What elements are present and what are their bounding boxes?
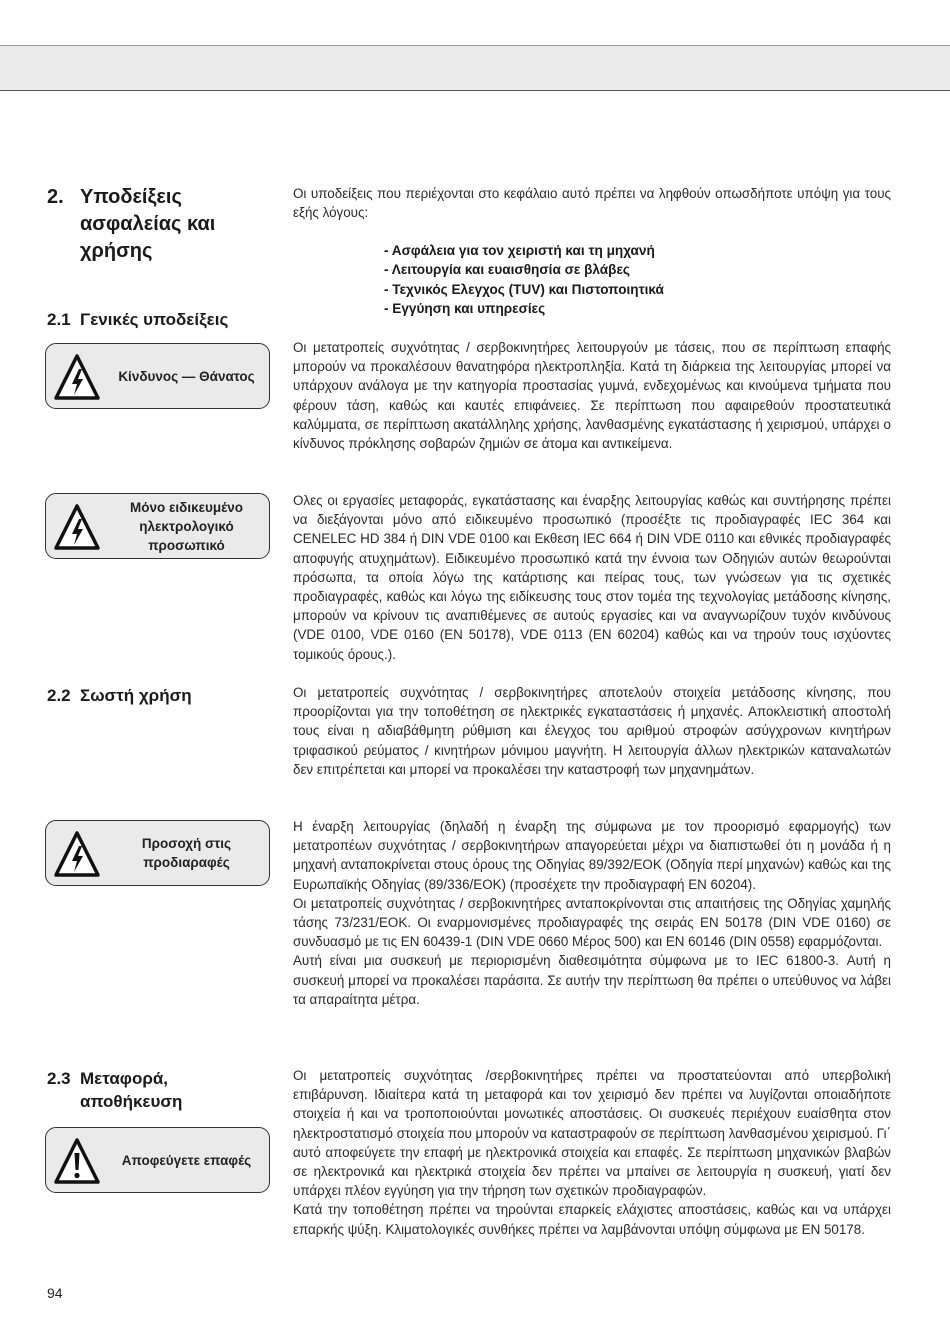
section-title: Μεταφορά, αποθήκευση [80, 1069, 183, 1111]
list-item: - Λειτουργία και ευαισθησία σε βλάβες [384, 262, 630, 278]
transport-paragraph [293, 1066, 891, 1239]
section-heading-2 [47, 184, 280, 265]
paragraph-text: Κατά την τοποθέτηση πρέπει να τηρούνται επαρκείς ελάχιστες αποστάσεις, καθώς και να υπάρχει επαρκής ψύξη. Κλιματολογικές συνθήκες πρέπει να λαμβάνονται υπόψη σύμφωνα με EN 50178. [293, 1202, 891, 1237]
section-number: 2. [47, 186, 64, 208]
warning-box-danger [45, 343, 270, 409]
page-number: 94 [47, 1285, 63, 1301]
warning-box-avoid-contact [45, 1127, 270, 1193]
section-title: Γενικές υποδείξεις [80, 310, 229, 329]
high-voltage-warning-icon [54, 503, 100, 551]
proper-use-paragraph-2 [293, 817, 891, 1009]
paragraph-text: Οι μετατροπείς συχνότητας / σερβοκινητήρες λειτουργούν με τάσεις, που σε περίπτωση επαφής μπορούν να προκαλέσουν θανατηφόρα ηλεκτροπληξία. Κατά τη διάρκεια της λειτουργίας μπορεί να υπάρχουν ανάλογα με την κατηγορία προστασίας γυμνά, ενδεχομένως και κινούμενα τμήματα που φέρουν τάση, καθώς και καυτές επιφάνειες. Σε περίπτωση που αφαιρεθούν προστατευτικά καλύμματα, σε περίπτωση ακατάλληλης χρήσης, λανθασμένης εγκατάστασης ή χειρισμού, υπάρχει ο κίνδυνος πρόκλησης σοβαρών ζημιών σε άτομα και αντικείμενα. [293, 340, 891, 452]
list-item: - Εγγύηση και υπηρεσίες [384, 301, 546, 317]
exclamation-warning-icon [54, 1137, 100, 1185]
paragraph-text: Ολες οι εργασίες μεταφοράς, εγκατάστασης και έναρξης λειτουργίας καθώς και συντήρησης πρέπει να διεξάγονται μόνο από ειδικευμένο προσωπικό (προσέξτε τις προδιαγραφές IEC 364 και CENELEC HD 384 ή DIN VDE 0100 και Εκθεση IEC 664 ή DIN VDE 0110 και εθνικές προδιαγραφές αποφυγής ατυχημάτων). Ειδικευμένο προσωπικό κατά την έννοια των Οδηγιών αυτών θεωρούνται πρόσωπα, τα οποία λόγω της κατάρτισης και πείρας τους, των γνώσεων για τις σχετικές προδιαγραφές, καθώς και λόγω της ειδίκευσης τους στον τομέα της τεχνολογίας μετάδοσης κίνησης, μπορούν να κρίνουν τις αναπιθέμενες σε αυτούς εργασίες και να αναγνωρίζουν τυχόν κινδύνους (VDE 0100, VDE 0160 (EN 50178), VDE 0113 (EN 60204) καθώς και να τηρούν τους ισχύοντες τομικούς όρους.). [293, 493, 891, 662]
paragraph-text: Αυτή είναι μια συσκευή με περιορισμένη διαθεσιμότητα σύμφωνα με το IEC 61800-3. Αυτή η συσκευή μπορεί να προκαλέσει παράσιτα. Σε αυτήν την περίπτωση θα πρέπει ο υπεύθυνος να λάβει τα απαραίτητα μέτρα. [293, 953, 891, 1007]
section-heading-2-2 [47, 684, 270, 707]
reasons-list [384, 241, 664, 319]
list-item: - Ασφάλεια για τον χειριστή και τη μηχανή [384, 243, 655, 258]
warning-label: Μόνο ειδικευμένο ηλεκτρολογικό προσωπικό [130, 499, 243, 553]
general-paragraph-1 [293, 338, 891, 453]
warning-box-specifications [45, 820, 270, 886]
warning-label: Αποφεύγετε επαφές [121, 1152, 252, 1168]
high-voltage-warning-icon [54, 353, 100, 401]
list-item: - Τεχνικός Ελεγχος (TUV) και Πιστοποιητικά [384, 281, 664, 297]
paragraph-text: Οι μετατροπείς συχνότητας / σερβοκινητήρες ανταποκρίνονται στις απαιτήσεις της Οδηγίας χαμηλής τάσης 73/231/ΕΟΚ. Οι εναρμονισμένες προδιαγραφές της σειράς EN 50178 (DIN VDE 0160) σε συνδυασμό με τις EN 60439-1 (DIN VDE 0660 Μέρος 500) και EN 60146 (DIN 0558) εφαρμόζονται. [293, 895, 891, 950]
section-heading-2-3 [47, 1067, 270, 1113]
warning-box-qualified-personnel [45, 493, 270, 559]
intro-paragraph [293, 184, 891, 222]
paragraph-text: Η έναρξη λειτουργίας (δηλαδή η έναρξη της σύμφωνα με τον προορισμό εφαρμογής) των μετατροπέων συχνότητας / σερβοκινητήρων απαγορεύεται μέχρι να διαπιστωθεί ότι η μονάδα ή η μηχανή ανταποκρίνεται στους όρους της Οδηγίας 89/392/ΕΟΚ (Οδηγία περί μηχανών) καθώς και της Ευρωπαϊκής Οδηγίας (89/336/ΕΟΚ) (προσέχετε την προδιαγραφή EN 60204). [293, 819, 891, 892]
proper-use-paragraph-1 [293, 683, 891, 779]
section-number: 2.1 [47, 310, 71, 329]
section-heading-2-1 [47, 308, 270, 331]
paragraph-text: Οι μετατροπείς συχνότητας / σερβοκινητήρες αποτελούν στοιχεία μετάδοσης κίνησης, που προορίζονται για την τοποθέτηση σε ηλεκτρικές εγκαταστάσεις ή μηχανές. Αποκλειστική αποστολή τους είναι η αδιαβάθμητη ρύθμιση και έλεγχος του αριθμού στροφών ασύγχρονων κινητήρων τριφασικού ρεύματος / κινητήρων μόνιμου μαγνήτη. Η λειτουργία άλλων ηλεκτρικών καταναλωτών δεν επιτρέπεται και μπορεί να προκαλέσει την καταστροφή των μηχανημάτων. [293, 685, 891, 777]
section-number: 2.2 [47, 686, 71, 705]
intro-text: Οι υποδείξεις που περιέχονται στο κεφάλαιο αυτό πρέπει να ληφθούν οπωσδήποτε υπόψη για τους εξής λόγους: [293, 186, 891, 221]
section-number: 2.3 [47, 1069, 71, 1088]
warning-label: Προσοχή στις προδιαραφές [141, 836, 232, 870]
warning-label: Κίνδυνος — Θάνατος [118, 368, 255, 384]
high-voltage-warning-icon [54, 830, 100, 878]
section-title: Σωστή χρήση [80, 686, 192, 705]
section-title: Υποδείξεις ασφαλείας και χρήσης [80, 186, 216, 262]
paragraph-text: Οι μετατροπείς συχνότητας /σερβοκινητήρες πρέπει να προστατεύονται από υπερβολική επιβάρυνση. Ιδιαίτερα κατά τη μεταφορά και τον χειρισμό δεν πρέπει να λυγίζονται οποιαδήποτε στοιχεία ή και να τροποποιούνται μονωτικές αποστάσεις. Οι συσκευές περιέχουν ευαίσθητα στον ηλεκτροστατισμό στοιχεία που μπορούν να καταστραφούν σε περίπτωση λανθασμένου χειρισμού. Γι΄ αυτό αποφεύγετε την επαφή με ηλεκτρονικά στοιχεία και επαφές. Σε περίπτωση μηχανικών βλαβών σε ηλεκτρονικά και ηλεκτρικά στοιχεία δεν πρέπει να μπαίνει σε λειτουργία η συσκευή, γιατί δεν υπάρχει πλέον εγγύηση για την τήρηση των σχετικών προδιαγραφών. [293, 1068, 891, 1199]
header-band [0, 45, 950, 91]
general-paragraph-2 [293, 491, 891, 664]
